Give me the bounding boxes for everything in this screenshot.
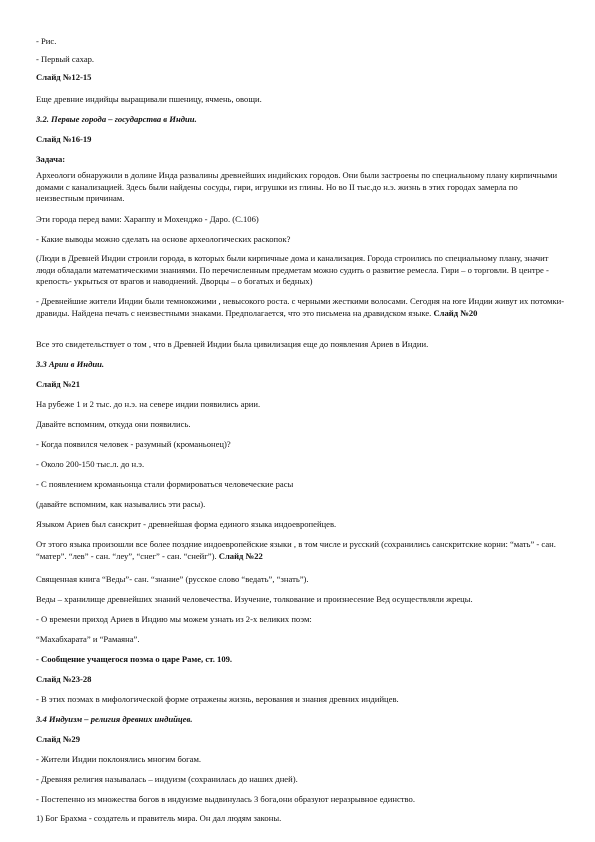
slide-heading-22: Слайд №22 — [218, 550, 263, 561]
paragraph-brahma: 1) Бог Брахма - создатель и правитель мира. Он дал людям законы. — [36, 813, 282, 823]
paragraph-wheat: Еще древние индийцы выращивали пшеницу, ячмень, овощи. — [36, 94, 262, 104]
report-text: Сообщение учащегося поэма о царе Раме, ст. 109. — [41, 654, 233, 664]
question-human: - Когда появился человек - разумный (кроманьонец)? — [36, 439, 231, 449]
paragraph-task: Археологи обнаружили в долине Инда развалины древнейших индийских городов. Они были застроены по специальному плану кирпичными домами с канализацией. Здесь были найдены сосуды, гири, игрушки из глины. Но во II тыс.до н.э. жизнь в этих городах замерла по неизвестным причинам. — [36, 170, 558, 203]
paragraph-answer-conclusions: (Люди в Древней Индии строили города, в которых были кирпичные дома и канализация. Города строились по специальному плану, значит люди обладали математическими знаниями. По перечисленным предметам можно судить о развитие ремесла. Гири – о торговли. В центре - крепость- укрыться от врагов и наводнений. Дворцы – о богатых и бедных) — [36, 253, 549, 286]
section-heading-3-3: 3.3 Арии в Индии. — [36, 359, 105, 369]
section-heading-3-4: 3.4 Индуизм – религия древних индийцев. — [36, 714, 193, 724]
paragraph-many-gods: - Жители Индии поклонялись многим богам. — [36, 754, 202, 764]
slide-heading-16-19: Слайд №16-19 — [36, 134, 92, 144]
paragraph-cities: Эти города перед вами: Хараппу и Мохенджо - Даро. (С.106) — [36, 214, 259, 224]
slide-heading-21: Слайд №21 — [36, 379, 81, 389]
paragraph-report — [36, 654, 566, 666]
slide-heading-12-15: Слайд №12-15 — [36, 72, 92, 82]
paragraph-poems-intro: - О времени приход Ариев в Индию мы можем узнать из 2-х великих поэм: — [36, 614, 312, 624]
task-label: Задача: — [36, 154, 66, 164]
slide-heading-20: Слайд №20 — [433, 307, 478, 318]
slide-heading-23-28: Слайд №23-28 — [36, 674, 92, 684]
paragraph-languages — [36, 539, 566, 562]
paragraph-epics: “Махабхарата” и “Рамаяна”. — [36, 634, 140, 644]
list-item-sugar: - Первый сахар. — [36, 54, 95, 64]
paragraph-races: - С появлением кроманьонца стали формироваться человеческие расы — [36, 479, 294, 489]
paragraph-aryans: На рубеже 1 и 2 тыс. до н.э. на севере индии появились арии. — [36, 399, 261, 409]
paragraph-civilization: Все это свидетельствует о том , что в Древней Индии была цивилизация еще до появления Ариев в Индии. — [36, 339, 429, 349]
section-heading-3-2: 3.2. Первые города – государства в Индии. — [36, 114, 197, 124]
paragraph-vedas-book: Священная книга “Веды”- сан. “знание” (русское слово “ведать”, “знать”). — [36, 574, 309, 584]
paragraph-sanskrit: Языком Ариев был санскрит - древнейшая форма единого языка индоевропейцев. — [36, 519, 337, 529]
paragraph-dark-skinned — [36, 296, 566, 319]
report-prefix: - — [36, 654, 42, 664]
paragraph-hinduism: - Древняя религия называлась – индуизм (сохранилась до наших дней). — [36, 774, 298, 784]
paragraph-recall-origin: Давайте вспомним, откуда они появились. — [36, 419, 191, 429]
answer-years: - Около 200-150 тыс.л. до н.э. — [36, 459, 145, 469]
paragraph-races-recall: (давайте вспомним, как назывались эти расы). — [36, 499, 206, 509]
question-conclusions: - Какие выводы можно сделать на основе археологических раскопок? — [36, 234, 291, 244]
list-item-rice: - Рис. — [36, 36, 57, 46]
paragraph-vedas-treasury: Веды – хранилище древнейших знаний человечества. Изучение, толкование и произнесение Вед осуществляли жрецы. — [36, 594, 473, 604]
languages-text: От этого языка произошли все более поздние индоевропейские языки , в том числе и русский (сохранились санскритские корни: “мать” - сан. “матер”. “лев” - сан. “леу”, “снег” - сан. “снейг”). — [36, 539, 556, 561]
paragraph-mythology: - В этих поэмах в мифологической форме отражены жизнь, верования и знания древних индийцев. — [36, 694, 399, 704]
slide-heading-29: Слайд №29 — [36, 734, 81, 744]
dark-skinned-text: - Древнейшие жители Индии были темнокожими , невысокого роста. с черными жесткими волосами. Сегодня на юге Индии живут их потомки- дравиды. Найдена печать с неизвестными знаками. Предполагается, что это письмена на дравидском языке. — [36, 296, 565, 318]
paragraph-three-gods: - Постепенно из множества богов в индуизме выдвинулась 3 бога,они образуют неразрывное единство. — [36, 794, 415, 804]
